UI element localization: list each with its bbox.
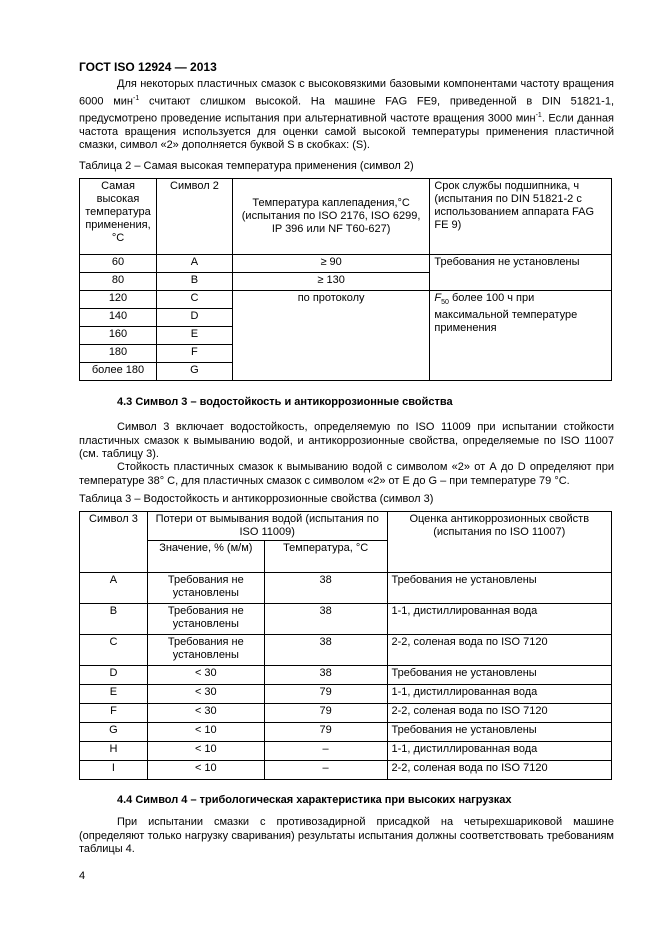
table3-cell-corrosion: Требования не установлены <box>387 666 611 685</box>
table3-header-symbol: Символ 3 <box>80 512 148 573</box>
table2-cell-life: Требования не установлены <box>430 255 612 291</box>
table3-cell-corrosion: 2-2, соленая вода по ISO 7120 <box>387 761 611 780</box>
table-row <box>80 704 612 723</box>
table2-cell-symbol: G <box>156 363 232 381</box>
table2-cell-symbol: D <box>156 309 232 327</box>
table3-cell-symbol: I <box>80 761 148 780</box>
table3-cell-value: Требования не установлены <box>147 604 264 635</box>
section-4-3-paragraph-1: Символ 3 включает водостойкость, определяемую по ISO 11009 при испытании стойкости пластичных смазок к вымыванию водой, и антикоррозионные свойства, определяемые по ISO 11007 (см. таблицу 3). <box>79 421 614 460</box>
table3-cell-value: < 10 <box>147 761 264 780</box>
table3-cell-temp: 79 <box>264 704 387 723</box>
table2-cell-temp: 80 <box>80 273 157 291</box>
table-row <box>80 573 612 604</box>
table2-caption: Таблица 2 – Самая высокая температура применения (символ 2) <box>79 160 414 172</box>
table-row <box>80 635 612 666</box>
table3-cell-temp: – <box>264 742 387 761</box>
table3-cell-temp: 38 <box>264 604 387 635</box>
table2-cell-drop: ≥ 130 <box>232 273 430 291</box>
table3-cell-temp: – <box>264 761 387 780</box>
table3-cell-corrosion: 2-2, соленая вода по ISO 7120 <box>387 635 611 666</box>
section-4-3-paragraph-2: Стойкость пластичных смазок к вымыванию водой с символом «2» от А до D определяют при температуре 38° С, для пластичных смазок с символом «2» от Е до G – при температуре 79 °С. <box>79 461 614 487</box>
section-4-4-heading: 4.4 Символ 4 – трибологическая характеристика при высоких нагрузках <box>117 794 512 806</box>
table2-header-temperature: Самая высокая температура применения, °С <box>80 179 157 255</box>
table3-cell-corrosion: Требования не установлены <box>387 573 611 604</box>
table2-cell-temp: 180 <box>80 345 157 363</box>
table2-cell-temp: 120 <box>80 291 157 309</box>
table-row <box>80 666 612 685</box>
table3-cell-corrosion: 1-1, дистиллированная вода <box>387 742 611 761</box>
table-row <box>80 761 612 780</box>
table3-cell-symbol: F <box>80 704 148 723</box>
page-number: 4 <box>79 870 86 882</box>
section-4-3-heading: 4.3 Символ 3 – водостойкость и антикоррозионные свойства <box>117 396 453 408</box>
table3-header-temperature: Температура, °С <box>264 541 387 573</box>
table3-cell-value: < 10 <box>147 742 264 761</box>
table2-header-symbol: Символ 2 <box>156 179 232 255</box>
table2-header-bearing-life: Срок службы подшипника, ч (испытания по DIN 51821-2 с использованием аппарата FAG FE 9) <box>430 179 612 255</box>
table3-cell-value: < 30 <box>147 685 264 704</box>
intro-paragraph: Для некоторых пластичных смазок с высоковязкими базовыми компонентами частоту вращения 6000 мин$^{-1}$ считают слишком высокой. На машине FAG FE9, приведенной в DIN 51821-1, предусмотрено проведение испытания при альтернативной частоте вращения 3000 мин$^{-1}$. Если данная частота вращения используется для оценки самой высокой температуры применения пластичной смазки, символ «2» дополняется буквой S в скобках: (S). <box>79 78 615 152</box>
table-row <box>80 742 612 761</box>
table2-header-drop-point: Температура каплепадения,°С (испытания по ISO 2176, ISO 6299, IP 396 или NF T60-627) <box>232 179 430 255</box>
table3-caption: Таблица 3 – Водостойкость и антикоррозионные свойства (символ 3) <box>79 493 434 505</box>
table3-cell-corrosion: 2-2, соленая вода по ISO 7120 <box>387 704 611 723</box>
table2-cell-drop: по протоколу <box>232 291 430 381</box>
table3-cell-corrosion: 1-1, дистиллированная вода <box>387 685 611 704</box>
table2-cell-symbol: C <box>156 291 232 309</box>
table2-cell-symbol: B <box>156 273 232 291</box>
table2-cell-life: $F_{50}$ более 100 ч при максимальной температуре применения <box>430 291 612 381</box>
document-header: ГОСТ ISO 12924 — 2013 <box>79 60 217 74</box>
table3-cell-corrosion: 1-1, дистиллированная вода <box>387 604 611 635</box>
table3-cell-symbol: A <box>80 573 148 604</box>
table2-cell-symbol: F <box>156 345 232 363</box>
table3-header-corrosion: Оценка антикоррозионных свойств (испытания по ISO 11007) <box>387 512 611 573</box>
table3-cell-value: Требования не установлены <box>147 635 264 666</box>
table3-cell-value: Требования не установлены <box>147 573 264 604</box>
table3-cell-symbol: H <box>80 742 148 761</box>
table3-cell-value: < 10 <box>147 723 264 742</box>
table2-cell-temp: 60 <box>80 255 157 273</box>
section-4-4-paragraph: При испытании смазки с противозадирной присадкой на четырехшариковой машине (определяют только нагрузку сваривания) результаты испытания должны соответствовать требованиям таблицы 4. <box>79 816 614 855</box>
table-row <box>80 604 612 635</box>
table3-header-value: Значение, % (м/м) <box>147 541 264 573</box>
table2-cell-temp: 140 <box>80 309 157 327</box>
table3-header-washout-loss: Потери от вымывания водой (испытания по ISO 11009) <box>147 512 387 541</box>
table3-cell-symbol: G <box>80 723 148 742</box>
table-row <box>80 723 612 742</box>
table2-cell-temp: 160 <box>80 327 157 345</box>
table2-cell-symbol: E <box>156 327 232 345</box>
table-row <box>80 685 612 704</box>
table3-cell-value: < 30 <box>147 666 264 685</box>
table3-cell-temp: 38 <box>264 666 387 685</box>
table3-cell-temp: 38 <box>264 573 387 604</box>
table3-cell-symbol: B <box>80 604 148 635</box>
table-row <box>80 291 612 309</box>
table2 <box>79 178 612 381</box>
table3-cell-symbol: E <box>80 685 148 704</box>
table-row <box>80 255 612 273</box>
table3-cell-symbol: C <box>80 635 148 666</box>
table3 <box>79 511 612 780</box>
table3-cell-temp: 38 <box>264 635 387 666</box>
table2-cell-temp: более 180 <box>80 363 157 381</box>
table3-cell-temp: 79 <box>264 723 387 742</box>
table3-cell-temp: 79 <box>264 685 387 704</box>
table2-cell-drop: ≥ 90 <box>232 255 430 273</box>
table3-cell-value: < 30 <box>147 704 264 723</box>
table2-cell-symbol: A <box>156 255 232 273</box>
table3-cell-corrosion: Требования не установлены <box>387 723 611 742</box>
table3-cell-symbol: D <box>80 666 148 685</box>
